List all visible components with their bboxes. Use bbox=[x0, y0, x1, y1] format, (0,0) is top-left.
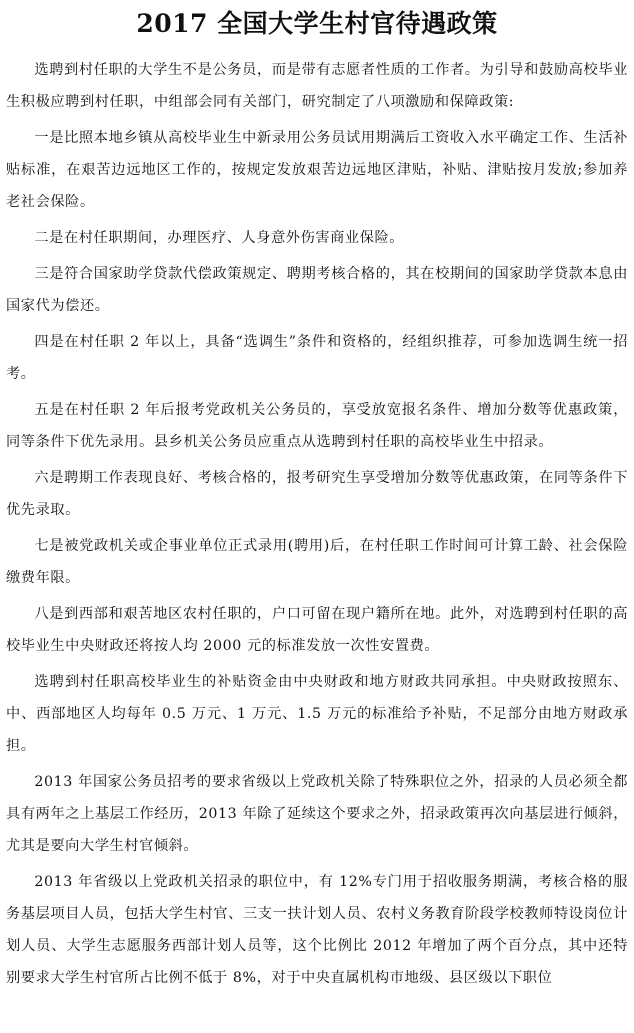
paragraph-intro: 选聘到村任职的大学生不是公务员，而是带有志愿者性质的工作者。为引导和鼓励高校毕业生积极应聘到村任职，中组部会同有关部门，研究制定了八项激励和保障政策: bbox=[6, 62, 628, 110]
paragraph-policy-3: 三是符合国家助学贷款代偿政策规定、聘期考核合格的，其在校期间的国家助学贷款本息由国家代为偿还。 bbox=[6, 266, 628, 314]
paragraph-policy-4: 四是在村任职 2 年以上，具备“选调生”条件和资格的，经组织推荐，可参加选调生统一招考。 bbox=[6, 334, 628, 382]
paragraph-policy-7: 七是被党政机关或企事业单位正式录用(聘用)后，在村任职工作时间可计算工龄、社会保险缴费年限。 bbox=[6, 538, 628, 586]
document-body bbox=[6, 54, 628, 994]
document-title: 2017 全国大学生村官待遇政策 bbox=[136, 9, 498, 38]
paragraph-policy-1: 一是比照本地乡镇从高校毕业生中新录用公务员试用期满后工资收入水平确定工作、生活补贴标准，在艰苦边远地区工作的，按规定发放艰苦边远地区津贴，补贴、津贴按月发放;参加养老社会保险。 bbox=[6, 130, 628, 210]
paragraph-policy-2: 二是在村任职期间，办理医疗、人身意外伤害商业保险。 bbox=[34, 230, 405, 246]
paragraph-policy-8: 八是到西部和艰苦地区农村任职的，户口可留在现户籍所在地。此外，对选聘到村任职的高校毕业生中央财政还将按人均 2000 元的标准发放一次性安置费。 bbox=[6, 606, 628, 654]
paragraph-2013-exam: 2013 年国家公务员招考的要求省级以上党政机关除了特殊职位之外，招录的人员必须全都具有两年之上基层工作经历，2013 年除了延续这个要求之外，招录政策再次向基层进行倾斜，尤其是要向大学生村官倾斜。 bbox=[6, 774, 628, 854]
paragraph-policy-5: 五是在村任职 2 年后报考党政机关公务员的，享受放宽报名条件、增加分数等优惠政策，同等条件下优先录用。县乡机关公务员应重点从选聘到村任职的高校毕业生中招录。 bbox=[6, 402, 628, 450]
paragraph-funding: 选聘到村任职高校毕业生的补贴资金由中央财政和地方财政共同承担。中央财政按照东、中、西部地区人均每年 0.5 万元、1 万元、1.5 万元的标准给予补贴，不足部分由地方财政承担。 bbox=[6, 674, 628, 754]
paragraph-2013-quota: 2013 年省级以上党政机关招录的职位中，有 12%专门用于招收服务期满，考核合格的服务基层项目人员，包括大学生村官、三支一扶计划人员、农村义务教育阶段学校教师特设岗位计划人员、大学生志愿服务西部计划人员等，这个比例比 2012 年增加了两个百分点，其中还特别要求大学生村官所占比例不低于 8%，对于中央直属机构市地级、县区级以下职位 bbox=[6, 874, 628, 986]
paragraph-policy-6: 六是聘期工作表现良好、考核合格的，报考研究生享受增加分数等优惠政策，在同等条件下优先录取。 bbox=[6, 470, 628, 518]
